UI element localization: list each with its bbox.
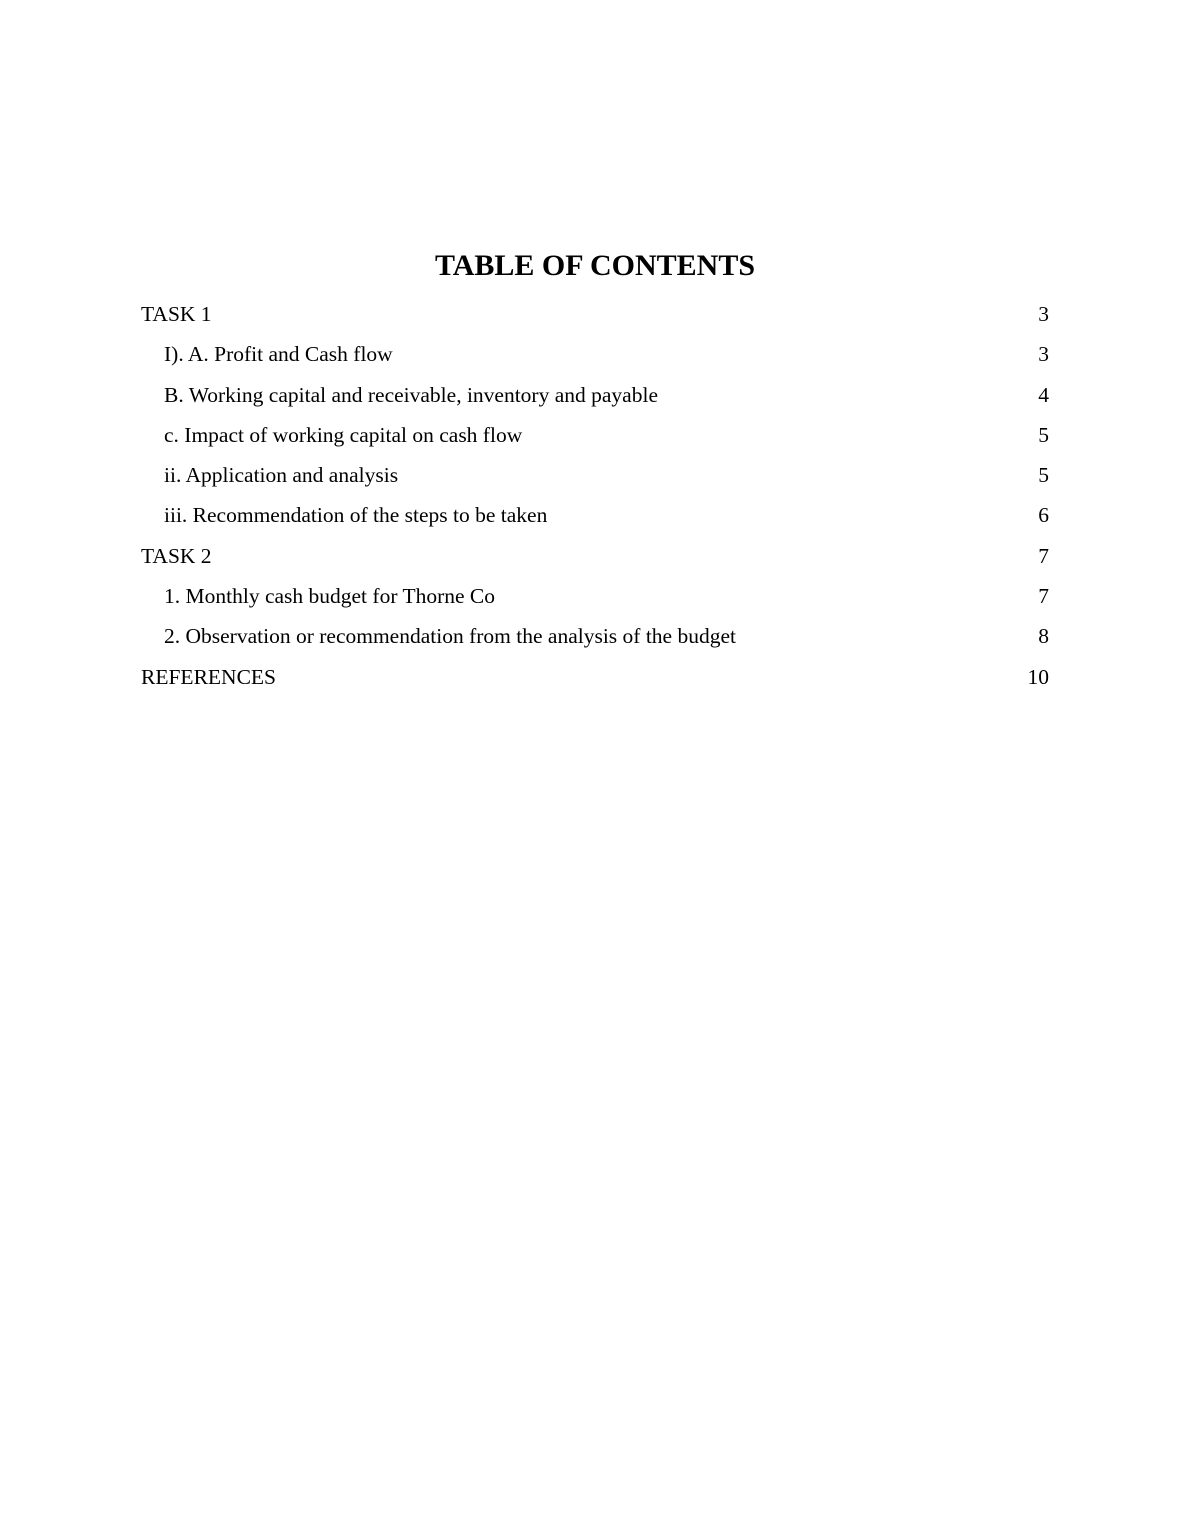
toc-entry-label: 2. Observation or recommendation from the analysis of the budget [164,624,736,649]
toc-entry-page: 3 [1038,342,1049,367]
toc-entry-recommendation-steps[interactable] [141,495,1049,535]
toc-entry-working-capital[interactable] [141,375,1049,415]
toc-entry-label: iii. Recommendation of the steps to be taken [164,503,548,528]
toc-title: TABLE OF CONTENTS [434,249,756,282]
toc-entry-label: TASK 1 [141,302,212,326]
toc-entry-label: B. Working capital and receivable, inventory and payable [164,382,658,407]
toc-entry-observation-recommendation[interactable] [141,616,1049,656]
toc-entry-application-and-analysis[interactable] [141,455,1049,495]
toc-entry-monthly-cash-budget[interactable] [141,576,1049,616]
toc-entry-label: I). A. Profit and Cash flow [164,342,393,367]
toc-entry-label: 1. Monthly cash budget for Thorne Co [164,584,496,609]
toc-entry-page: 4 [1038,382,1049,407]
toc-entry-label: TASK 2 [141,543,212,568]
toc-entry-page: 7 [1038,543,1049,568]
toc-entry-task-1[interactable] [141,294,1049,334]
toc-entry-page: 5 [1038,463,1049,488]
toc-entry-page: 6 [1038,503,1049,528]
toc-entry-page: 5 [1038,422,1049,447]
toc-entry-page: 8 [1038,624,1049,649]
toc-entry-label: REFERENCES [141,664,276,689]
toc-entry-references[interactable] [141,657,1049,697]
toc-entry-label: ii. Application and analysis [164,463,399,488]
toc-entry-label: c. Impact of working capital on cash flow [164,422,523,447]
toc-entry-impact-of-working-capital[interactable] [141,415,1049,455]
toc-entry-page: 7 [1038,584,1049,609]
toc-entry-page: 3 [1038,302,1049,326]
toc-entry-profit-and-cash-flow[interactable] [141,334,1049,374]
toc-list [141,294,1049,697]
toc-entry-page: 10 [1027,664,1049,689]
toc-entry-task-2[interactable] [141,536,1049,576]
